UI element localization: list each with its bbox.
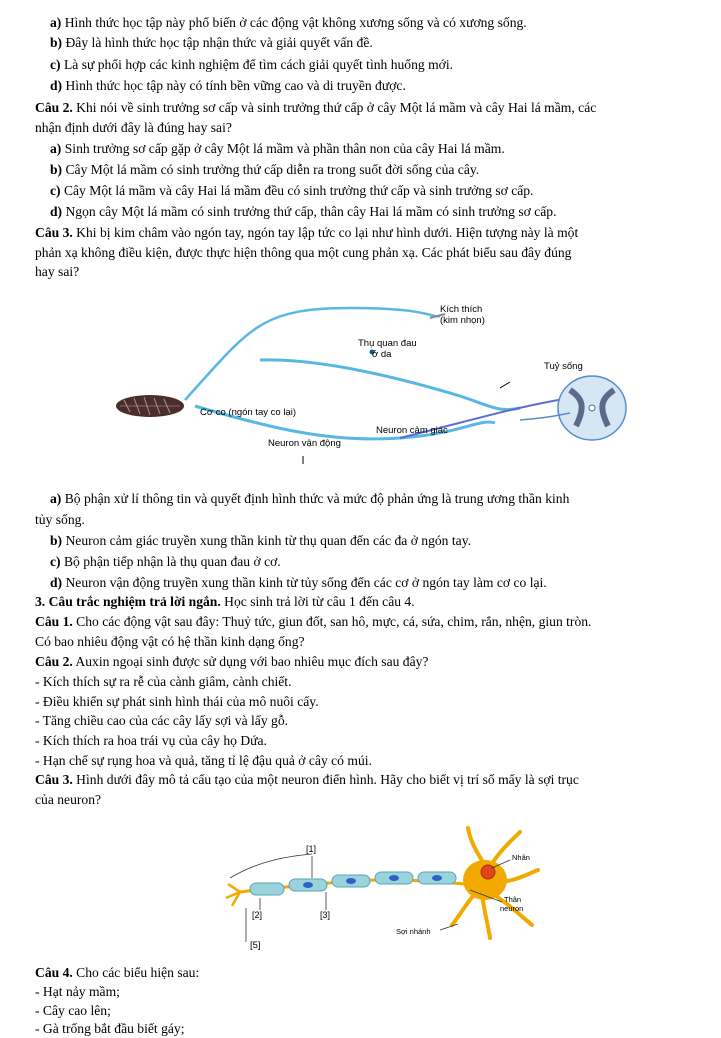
q3-stem-line3: hay sai? [35,264,80,279]
s4-item-3: - Gà trống bắt đầu biết gáy; [35,1021,185,1036]
q3-item-d: d) Neuron vận động truyền xung thần kinh từ tủy sống đến các cơ ở ngón tay làm cơ co lại. [50,575,547,590]
q3-item-c: c) Bộ phận tiếp nhận là thụ quan đau ở cơ. [50,554,281,569]
label-nucleus: Nhân [512,853,530,862]
q1-item-a: a) Hình thức học tập này phổ biến ở các động vật không xương sống và có xương sống. [50,15,527,30]
s2-item-2: - Điều khiển sự phát sinh hình thái của mô nuôi cấy. [35,694,319,709]
sensory-neuron-path [260,360,520,410]
label-spinal-cord: Tuỷ sống [544,361,583,372]
s3-line2: của neuron? [35,792,102,807]
leader-lines [230,854,510,942]
q1-item-d: d) Hình thức học tập này có tính bền vững cao và di truyền được. [50,78,406,93]
label-motor-neuron: Neuron vận động [268,438,341,449]
neuron-figure [220,820,550,960]
q3-item-a-cont: tủy sống. [35,512,85,527]
s2-item-1: - Kích thích sự ra rễ của cành giâm, cành chiết. [35,674,292,689]
s2-item-5: - Hạn chế sự rụng hoa và quả, tăng tỉ lệ đậu quả ở cây có múi. [35,753,372,768]
s4-item-1: - Hạt nảy mầm; [35,984,120,999]
reflex-arc-figure [100,288,640,470]
s2-line1: Câu 2. Auxin ngoại sinh được sử dụng với bao nhiêu mục đích sau đây? [35,654,429,669]
arrow-sensory [500,382,510,388]
label-sensory-neuron: Neuron cảm giác [376,425,448,436]
spinal-cord-icon [520,376,626,440]
q1-item-c: c) Là sự phối hợp các kinh nghiệm để tìm cách giải quyết tình huống mới. [50,57,454,72]
muscle-icon [116,395,184,417]
label-cell-body-2: neuron [500,904,524,913]
q3-item-b: b) Neuron cảm giác truyền xung thần kinh từ thụ quan đến các đa ở ngón tay. [50,533,472,548]
axon-terminals [226,884,240,906]
q2-item-a: a) Sinh trưởng sơ cấp gặp ở cây Một lá mầm và phần thân non của cây Hai lá mầm. [50,141,505,156]
s3-line1: Câu 3. Hình dưới đây mô tả cấu tạo của một neuron điển hình. Hãy cho biết vị trí số mấy là sợi trục [35,772,579,787]
marker-1: [1] [306,844,317,854]
q3-stem-line1: Câu 3. Khi bị kim châm vào ngón tay, ngón tay lập tức co lại như hình dưới. Hiện tượng này là một [35,225,579,240]
label-cell-body-1: Thân [504,895,522,904]
label-branch: Sợi nhánh [396,927,431,936]
label-muscle: Cơ co (ngón tay co lại) [200,407,296,418]
part3-heading: 3. Câu trắc nghiệm trả lời ngắn. Học sinh trả lời từ câu 1 đến câu 4. [35,594,415,609]
s4-line1: Câu 4. Cho các biểu hiện sau: [35,965,200,980]
q2-stem-line1: Câu 2. Khi nói về sinh trưởng sơ cấp và sinh trưởng thứ cấp ở cây Một lá mầm và cây Hai lá mầm, các [35,100,597,115]
q2-stem-line2: nhận định dưới đây là đúng hay sai? [35,120,232,135]
q3-stem-line2: phản xạ không điều kiện, được thực hiện thông qua một cung phản xạ. Các phát biểu sau đây đúng [35,245,572,260]
marker-2: [2] [252,910,263,920]
q2-item-b: b) Cây Một lá mầm có sinh trưởng thứ cấp diễn ra trong suốt đời sống của cây. [50,162,480,177]
label-receptor-2: ở da [372,349,392,360]
q1-item-b: b) Đây là hình thức học tập nhận thức và giải quyết vấn đề. [50,35,373,50]
label-receptor-1: Thụ quan đau [358,338,417,349]
s1-line2: Có bao nhiêu động vật có hệ thần kinh dạng ống? [35,634,305,649]
q3-item-a: a) Bộ phận xử lí thông tin và quyết định hình thức và mức độ phản ứng là trung ương thần kinh [50,491,570,506]
label-stimulus-1: Kích thích [440,304,483,315]
q2-item-c: c) Cây Một lá mầm và cây Hai lá mầm đều có sinh trưởng thứ cấp và sinh trưởng sơ cấp. [50,183,534,198]
nucleus-icon [481,865,495,879]
s1-line1: Câu 1. Cho các động vật sau đây: Thuỷ tức, giun đốt, san hô, mực, cá, sứa, chim, rắn, nhện, giun tròn. [35,614,592,629]
q2-item-d: d) Ngọn cây Một lá mầm có sinh trưởng thứ cấp, thân cây Hai lá mầm có sinh trưởng sơ cấp. [50,204,557,219]
s2-item-4: - Kích thích ra hoa trái vụ của cây họ Dứa. [35,733,267,748]
marker-5: [5] [250,940,261,951]
marker-3: [3] [320,910,331,920]
sensory-nerve-path [185,308,440,400]
s2-item-3: - Tăng chiều cao của các cây lấy sợi và lấy gỗ. [35,713,289,728]
s4-item-2: - Cây cao lên; [35,1003,111,1018]
label-stimulus-2: (kim nhọn) [440,315,485,326]
